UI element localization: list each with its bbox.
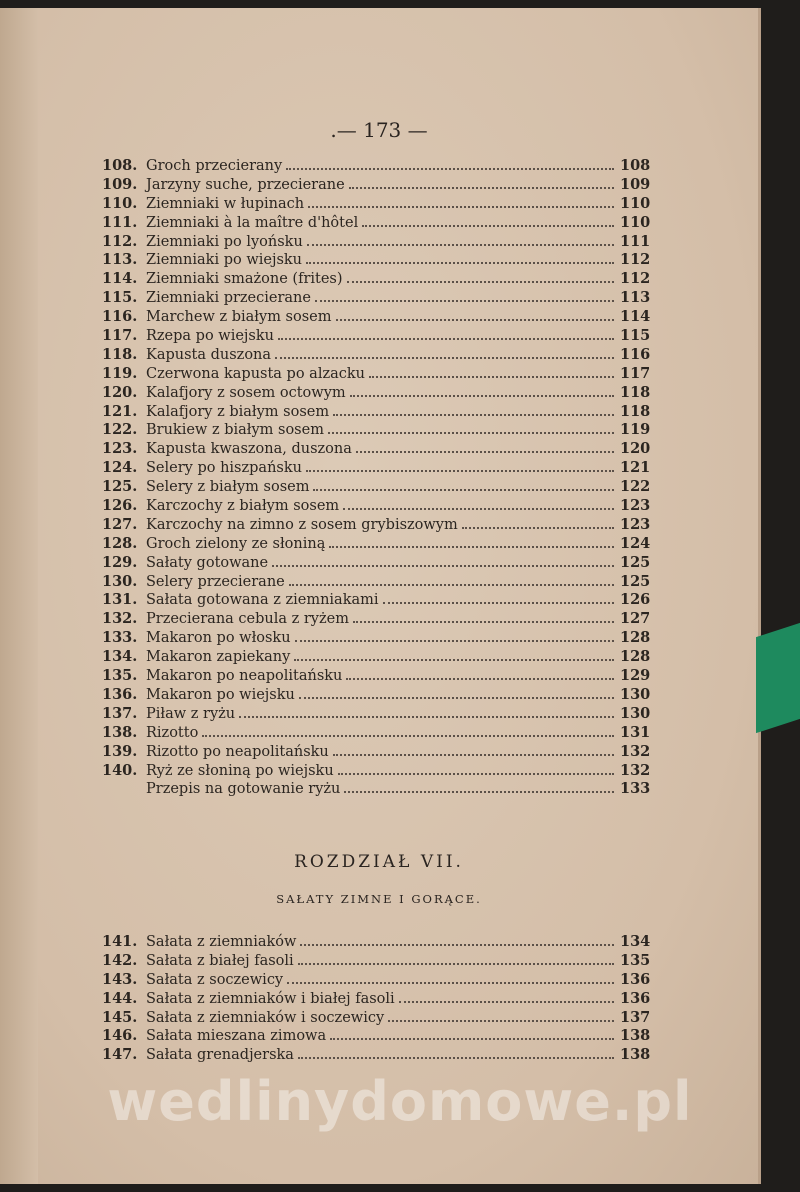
entry-page: 121 [620, 459, 651, 477]
entry-title: Kalafjory z białym sosem [146, 403, 330, 420]
entry-page: 117 [620, 364, 651, 382]
toc-entry [102, 724, 650, 743]
entry-title: Brukiew z białym sosem [146, 422, 324, 439]
toc-entry [102, 346, 650, 365]
dot-leader [298, 963, 614, 965]
dot-leader [353, 621, 614, 623]
toc-entry [102, 780, 650, 799]
entry-page: 128 [620, 648, 651, 666]
entry-title: Ziemniaki po wiejsku [146, 252, 303, 269]
entry-title: Ziemniaki w łupinach [146, 195, 305, 212]
entry-number: 130. [102, 572, 138, 590]
toc-entry [102, 365, 650, 384]
watermark: wedlinydomowe.pl [107, 1070, 693, 1133]
entry-page: 120 [620, 440, 651, 458]
dot-leader [349, 187, 614, 189]
entry-title: Marchew z białym sosem [146, 309, 332, 326]
entry-page: 115 [620, 327, 651, 345]
toc-entry [102, 459, 650, 478]
entry-page: 132 [620, 761, 651, 779]
dot-leader [308, 206, 614, 208]
entry-page: 137 [620, 1008, 651, 1026]
dot-leader [330, 1038, 614, 1040]
entry-number: 143. [102, 970, 138, 988]
page-number: .— 173 — [330, 118, 428, 142]
entry-title: Kapusta kwaszona, duszona [146, 441, 352, 458]
entry-title: Sałata z ziemniaków [146, 934, 297, 950]
toc-entry [102, 1009, 650, 1028]
toc-entry [102, 214, 650, 233]
dot-leader [328, 432, 614, 434]
toc-entry [102, 308, 650, 327]
entry-title: Sałata z soczewicy [146, 971, 284, 988]
entry-page: 112 [620, 251, 651, 269]
entry-title: Rizotto po neapolitańsku [146, 743, 329, 760]
entry-page: 130 [620, 704, 651, 722]
entry-number: 129. [102, 553, 138, 571]
entry-title: Sałata grenadjerska [146, 1047, 294, 1064]
entry-title: Selery przecierane [146, 573, 285, 590]
dot-leader [299, 697, 614, 699]
toc-entry [102, 270, 650, 289]
entry-title: Ziemniaki à la maître d'hôtel [146, 214, 359, 231]
toc-entry [102, 327, 650, 346]
entry-title: Selery z białym sosem [146, 479, 310, 496]
toc-entry [102, 403, 650, 422]
entry-title: Rzepa po wiejsku [146, 328, 274, 345]
toc-entry [102, 591, 650, 610]
dot-leader [306, 262, 614, 264]
entry-title: Sałaty gotowane [146, 554, 269, 571]
entry-title: Sałata z białej fasoli [146, 952, 294, 969]
chapter-subtitle: SAŁATY ZIMNE I GORĄCE. [276, 892, 482, 906]
entry-page: 136 [620, 989, 651, 1007]
entry-number: 119. [102, 364, 138, 382]
entry-number: 111. [102, 213, 138, 231]
toc-entry [102, 573, 650, 592]
bookmark-ribbon [756, 623, 800, 733]
dot-leader [383, 602, 614, 604]
entry-page: 128 [620, 629, 651, 647]
entry-number: 131. [102, 591, 138, 609]
entry-title: Przecierana cebula z ryżem [146, 611, 349, 628]
entry-number: 118. [102, 345, 138, 363]
entry-title: Jarzyny suche, przecierane [146, 176, 345, 193]
entry-number: 139. [102, 742, 138, 760]
dot-leader [369, 376, 614, 378]
entry-number: 113. [102, 251, 138, 269]
dot-leader [300, 944, 614, 946]
entry-page: 109 [620, 175, 651, 193]
dot-leader [239, 716, 614, 718]
toc-entry [102, 667, 650, 686]
entry-number: 115. [102, 289, 138, 307]
entry-number: 126. [102, 497, 138, 515]
toc-entry [102, 952, 650, 971]
toc-entry [102, 1027, 650, 1046]
entry-page: 127 [620, 610, 651, 628]
entry-number: 121. [102, 402, 138, 420]
entry-title: Czerwona kapusta po alzacku [146, 365, 365, 382]
entry-page: 132 [620, 742, 651, 760]
toc-entry [102, 990, 650, 1009]
entry-title: Ziemniaki przecierane [146, 290, 311, 307]
dot-leader [329, 546, 614, 548]
entry-number: 109. [102, 175, 138, 193]
entry-page: 124 [620, 534, 651, 552]
entry-page: 133 [620, 780, 651, 798]
toc-entry [102, 478, 650, 497]
entry-page: 110 [620, 213, 651, 231]
dot-leader [202, 735, 614, 737]
entry-page: 123 [620, 497, 651, 515]
dot-leader [289, 584, 614, 586]
entry-number: 114. [102, 270, 138, 288]
entry-number: 137. [102, 704, 138, 722]
toc-entry [102, 933, 650, 952]
dot-leader [278, 338, 614, 340]
entry-page: 125 [620, 572, 651, 590]
entry-page: 138 [620, 1046, 651, 1064]
toc-entry [102, 440, 650, 459]
entry-page: 118 [620, 402, 651, 420]
entry-title: Sałata z ziemniaków i soczewicy [146, 1009, 385, 1026]
toc-entry [102, 686, 650, 705]
toc-entry [102, 251, 650, 270]
toc-entry [102, 421, 650, 440]
entry-page: 129 [620, 667, 651, 685]
entry-page: 108 [620, 157, 651, 174]
entry-page: 119 [620, 421, 651, 439]
dot-leader [338, 773, 614, 775]
entry-page: 136 [620, 970, 651, 988]
toc-entry [102, 516, 650, 535]
dot-leader [333, 754, 614, 756]
entry-title: Piław z ryżu [146, 705, 236, 722]
chapter-heading: ROZDZIAŁ VII. [294, 852, 464, 872]
dot-leader [399, 1001, 614, 1003]
entry-page: 138 [620, 1027, 651, 1045]
dot-leader [336, 319, 615, 321]
toc-entry [102, 554, 650, 573]
entry-number: 145. [102, 1008, 138, 1026]
toc-entry [102, 1046, 650, 1065]
toc-entry [102, 648, 650, 667]
entry-title: Sałata mieszana zimowa [146, 1028, 327, 1045]
toc-entry [102, 705, 650, 724]
entry-title: Groch przecierany [146, 158, 283, 174]
dot-leader [313, 489, 614, 491]
table-of-contents [102, 157, 650, 799]
dot-leader [333, 414, 614, 416]
dot-leader [307, 244, 614, 246]
entry-title: Kapusta duszona [146, 346, 272, 363]
entry-number: 141. [102, 933, 138, 950]
entry-title: Ziemniaki po lyońsku [146, 233, 303, 250]
dot-leader [343, 508, 614, 510]
entry-page: 135 [620, 951, 651, 969]
dot-leader [350, 395, 614, 397]
dot-leader [294, 659, 614, 661]
entry-title: Przepis na gotowanie ryżu [146, 781, 341, 798]
toc-entry [102, 233, 650, 252]
toc-entry [102, 762, 650, 781]
entry-number: 140. [102, 761, 138, 779]
entry-number: 135. [102, 667, 138, 685]
entry-number: 142. [102, 951, 138, 969]
entry-number: 134. [102, 648, 138, 666]
dot-leader [272, 565, 614, 567]
entry-number: 122. [102, 421, 138, 439]
entry-page: 118 [620, 383, 651, 401]
entry-number: 138. [102, 723, 138, 741]
entry-page: 111 [620, 232, 651, 250]
dot-leader [462, 527, 614, 529]
entry-number: 136. [102, 685, 138, 703]
dot-leader [346, 678, 614, 680]
dot-leader [356, 451, 614, 453]
dot-leader [286, 168, 614, 170]
entry-title: Groch zielony ze słoniną [146, 535, 326, 552]
entry-number: 112. [102, 232, 138, 250]
entry-number: 120. [102, 383, 138, 401]
entry-title: Ryż ze słoniną po wiejsku [146, 762, 334, 779]
dot-leader [344, 791, 614, 793]
entry-number: 146. [102, 1027, 138, 1045]
dot-leader [287, 982, 614, 984]
toc-entry [102, 629, 650, 648]
entry-number: 110. [102, 194, 138, 212]
entry-page: 110 [620, 194, 651, 212]
entry-number: 132. [102, 610, 138, 628]
entry-title: Sałata gotowana z ziemniakami [146, 592, 379, 609]
entry-title: Sałata z ziemniaków i białej fasoli [146, 990, 395, 1007]
entry-page: 131 [620, 723, 651, 741]
entry-page: 112 [620, 270, 651, 288]
entry-page: 123 [620, 515, 651, 533]
entry-number: 108. [102, 157, 138, 174]
toc-entry [102, 176, 650, 195]
dot-leader [315, 300, 614, 302]
entry-page: 134 [620, 933, 651, 950]
entry-title: Makaron zapiekany [146, 649, 291, 666]
toc-entry [102, 157, 650, 176]
entry-title: Makaron po neapolitańsku [146, 668, 343, 685]
dot-leader [306, 470, 614, 472]
entry-page: 114 [620, 308, 651, 326]
entry-number: 117. [102, 327, 138, 345]
toc-entry [102, 610, 650, 629]
toc-entry [102, 289, 650, 308]
entry-title: Selery po hiszpańsku [146, 460, 302, 477]
entry-title: Karczochy na zimno z sosem grybiszowym [146, 516, 458, 533]
entry-number: 147. [102, 1046, 138, 1064]
dot-leader [362, 225, 614, 227]
entry-title: Rizotto [146, 724, 199, 741]
toc-entry [102, 535, 650, 554]
entry-number: 144. [102, 989, 138, 1007]
book-spine [0, 8, 38, 1184]
entry-title: Makaron po wiejsku [146, 686, 295, 703]
entry-page: 113 [620, 289, 651, 307]
toc-entry [102, 743, 650, 762]
entry-number: 124. [102, 459, 138, 477]
toc-entry [102, 384, 650, 403]
dot-leader [388, 1020, 614, 1022]
toc-entry [102, 195, 650, 214]
entry-number: 125. [102, 478, 138, 496]
entry-page: 126 [620, 591, 651, 609]
toc-entry [102, 971, 650, 990]
dot-leader [295, 640, 614, 642]
entry-number: 127. [102, 515, 138, 533]
entry-number: 123. [102, 440, 138, 458]
entry-title: Kalafjory z sosem octowym [146, 384, 346, 401]
entry-number: 128. [102, 534, 138, 552]
dot-leader [347, 281, 614, 283]
entry-page: 122 [620, 478, 651, 496]
entry-title: Ziemniaki smażone (frites) [146, 271, 343, 288]
entry-page: 116 [620, 345, 651, 363]
dot-leader [275, 357, 614, 359]
entry-page: 125 [620, 553, 651, 571]
entry-title: Makaron po włosku [146, 630, 291, 647]
table-of-contents-chapter-7 [102, 933, 650, 1065]
toc-entry [102, 497, 650, 516]
entry-page: 130 [620, 685, 651, 703]
entry-number: 133. [102, 629, 138, 647]
entry-title: Karczochy z białym sosem [146, 498, 340, 515]
dot-leader [298, 1057, 614, 1059]
entry-number: 116. [102, 308, 138, 326]
